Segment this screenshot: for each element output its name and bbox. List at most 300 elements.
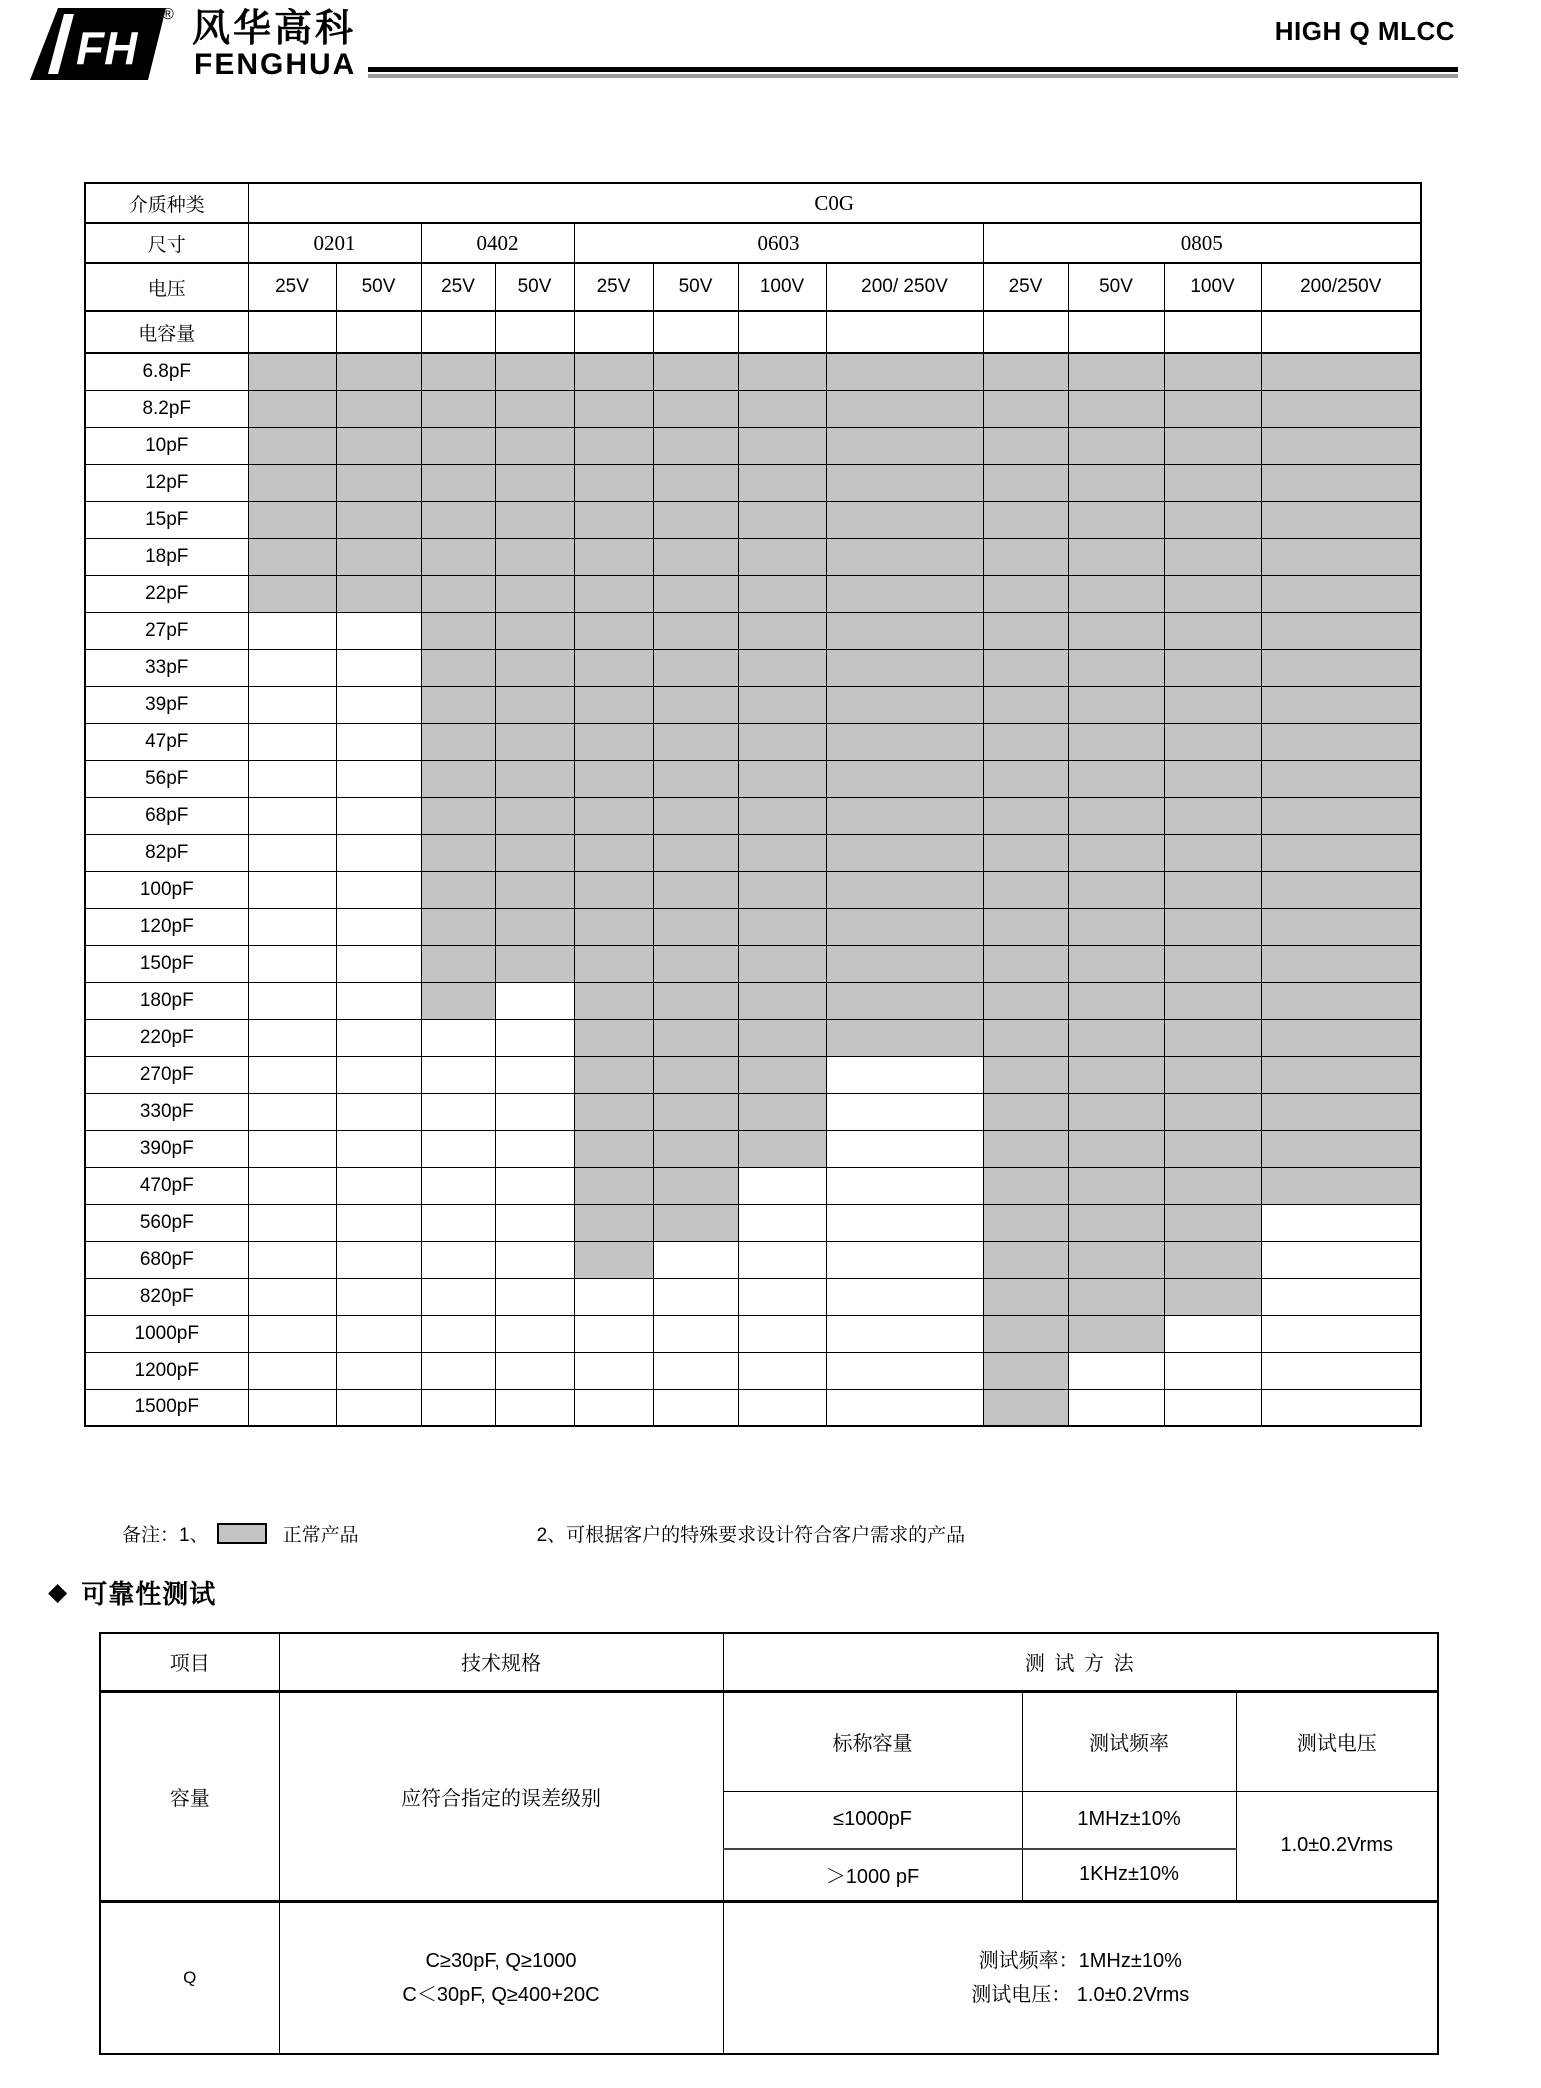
availability-row (85, 427, 1421, 464)
availability-row (85, 686, 1421, 723)
availability-cell (826, 1315, 983, 1352)
availability-cell (1068, 501, 1164, 538)
capacitance-row-label: 56pF (85, 760, 248, 797)
availability-cell (1068, 723, 1164, 760)
capacitance-row-label: 270pF (85, 1056, 248, 1093)
availability-cell (826, 1130, 983, 1167)
brand-name-chinese: 风华高科 (192, 8, 357, 50)
availability-cell (653, 427, 738, 464)
availability-cell (983, 871, 1068, 908)
availability-cell (574, 575, 653, 612)
availability-cell (1068, 982, 1164, 1019)
availability-cell (1164, 686, 1261, 723)
availability-cell (653, 908, 738, 945)
rel-subheader-freq: 测试频率 (1022, 1691, 1236, 1791)
availability-cell (826, 797, 983, 834)
availability-cell (421, 427, 495, 464)
availability-cell (495, 945, 574, 982)
availability-cell (1261, 1241, 1421, 1278)
availability-cell (248, 982, 336, 1019)
capacitance-row-label: 82pF (85, 834, 248, 871)
capacitance-row-label: 27pF (85, 612, 248, 649)
availability-cell (826, 427, 983, 464)
capacitance-row-label: 470pF (85, 1167, 248, 1204)
availability-cell (826, 1278, 983, 1315)
availability-cell (336, 1130, 421, 1167)
availability-cell (983, 723, 1068, 760)
availability-cell (336, 1315, 421, 1352)
voltage-label: 电压 (85, 263, 248, 311)
availability-cell (421, 538, 495, 575)
availability-cell (1164, 1167, 1261, 1204)
availability-cell (248, 686, 336, 723)
availability-cell (1068, 1352, 1164, 1389)
capacitance-row-label: 12pF (85, 464, 248, 501)
capacitance-row-label: 330pF (85, 1093, 248, 1130)
availability-cell (574, 1204, 653, 1241)
availability-cell (1068, 1389, 1164, 1426)
availability-cell (826, 1204, 983, 1241)
availability-cell (248, 1130, 336, 1167)
capacitance-row-label: 820pF (85, 1278, 248, 1315)
availability-cell (826, 1093, 983, 1130)
availability-cell (495, 871, 574, 908)
rel-header-spec: 技术规格 (279, 1633, 723, 1691)
capacitance-row-label: 33pF (85, 649, 248, 686)
availability-cell (1068, 538, 1164, 575)
availability-cell (1261, 834, 1421, 871)
availability-cell (738, 649, 826, 686)
availability-cell (495, 797, 574, 834)
availability-cell (1164, 1019, 1261, 1056)
availability-cell (983, 390, 1068, 427)
availability-cell (421, 575, 495, 612)
availability-cell (336, 723, 421, 760)
availability-cell (983, 834, 1068, 871)
availability-row (85, 871, 1421, 908)
availability-row (85, 945, 1421, 982)
availability-cell (1164, 834, 1261, 871)
availability-cell (983, 1389, 1068, 1426)
availability-cell (653, 538, 738, 575)
availability-cell (574, 1019, 653, 1056)
availability-cell (1068, 1130, 1164, 1167)
availability-cell (248, 612, 336, 649)
availability-cell (421, 1389, 495, 1426)
availability-cell (421, 1204, 495, 1241)
availability-cell (826, 945, 983, 982)
availability-cell (653, 575, 738, 612)
availability-cell (1068, 760, 1164, 797)
availability-cell (826, 908, 983, 945)
availability-cell (738, 797, 826, 834)
availability-cell (1068, 686, 1164, 723)
availability-cell (1164, 1241, 1261, 1278)
availability-cell (336, 834, 421, 871)
availability-row (85, 1389, 1421, 1426)
availability-cell (1068, 1315, 1164, 1352)
availability-cell (653, 834, 738, 871)
availability-cell (248, 1315, 336, 1352)
availability-cell (1261, 797, 1421, 834)
availability-cell (421, 1019, 495, 1056)
availability-cell (1261, 612, 1421, 649)
availability-cell (826, 649, 983, 686)
availability-cell (495, 649, 574, 686)
availability-cell (1261, 501, 1421, 538)
availability-cell (421, 612, 495, 649)
availability-cell (336, 1019, 421, 1056)
rel-test-voltage: 1.0±0.2Vrms (1236, 1791, 1438, 1901)
availability-cell (826, 575, 983, 612)
availability-cell (983, 464, 1068, 501)
availability-cell (1261, 1130, 1421, 1167)
availability-cell (248, 501, 336, 538)
availability-cell (1068, 1204, 1164, 1241)
normal-product-swatch (217, 1523, 267, 1544)
voltage-cell: 200/ 250V (826, 263, 983, 311)
availability-cell (826, 834, 983, 871)
availability-cell (738, 760, 826, 797)
availability-row (85, 1167, 1421, 1204)
availability-cell (421, 1352, 495, 1389)
availability-cell (495, 1204, 574, 1241)
availability-cell (1164, 649, 1261, 686)
capacitance-header-empty-cell (983, 311, 1068, 353)
availability-cell (1261, 982, 1421, 1019)
voltage-cell: 100V (738, 263, 826, 311)
availability-cell (495, 390, 574, 427)
availability-row (85, 797, 1421, 834)
capacitance-row-label: 39pF (85, 686, 248, 723)
availability-cell (653, 1019, 738, 1056)
availability-cell (336, 871, 421, 908)
availability-cell (983, 1278, 1068, 1315)
availability-cell (653, 1130, 738, 1167)
availability-cell (248, 871, 336, 908)
capacitance-row-label: 8.2pF (85, 390, 248, 427)
availability-cell (1164, 797, 1261, 834)
availability-cell (495, 982, 574, 1019)
availability-cell (826, 1352, 983, 1389)
page-title: HIGH Q MLCC (1274, 16, 1455, 46)
availability-cell (983, 760, 1068, 797)
availability-cell (248, 1352, 336, 1389)
availability-cell (495, 834, 574, 871)
availability-cell (653, 1241, 738, 1278)
availability-cell (826, 390, 983, 427)
availability-cell (738, 427, 826, 464)
availability-cell (1261, 1093, 1421, 1130)
rel-spec-capacity: 应符合指定的误差级别 (279, 1691, 723, 1901)
availability-cell (495, 1352, 574, 1389)
availability-cell (248, 464, 336, 501)
availability-cell (653, 1315, 738, 1352)
availability-cell (421, 649, 495, 686)
voltage-cell: 50V (495, 263, 574, 311)
availability-cell (421, 1241, 495, 1278)
availability-cell (1164, 1352, 1261, 1389)
availability-cell (248, 760, 336, 797)
availability-cell (1068, 834, 1164, 871)
availability-cell (738, 1389, 826, 1426)
availability-cell (1164, 1093, 1261, 1130)
availability-cell (421, 945, 495, 982)
dielectric-type-value: C0G (248, 183, 1421, 223)
availability-cell (1164, 945, 1261, 982)
availability-cell (495, 760, 574, 797)
availability-cell (1261, 538, 1421, 575)
availability-row (85, 982, 1421, 1019)
availability-cell (1068, 649, 1164, 686)
availability-row (85, 575, 1421, 612)
availability-cell (1068, 1056, 1164, 1093)
rel-header-method: 测 试 方 法 (723, 1633, 1438, 1691)
availability-cell (574, 945, 653, 982)
availability-cell (495, 1278, 574, 1315)
availability-cell (248, 834, 336, 871)
availability-cell (1164, 612, 1261, 649)
header-rule-gray (368, 74, 1458, 78)
capacitance-header-empty-cell (336, 311, 421, 353)
availability-cell (826, 612, 983, 649)
availability-cell (1068, 1093, 1164, 1130)
availability-cell (653, 649, 738, 686)
availability-cell (653, 1278, 738, 1315)
size-label: 尺寸 (85, 223, 248, 263)
capacitance-header-empty-cell (248, 311, 336, 353)
availability-cell (336, 686, 421, 723)
availability-cell (248, 1019, 336, 1056)
capacitance-row-label: 47pF (85, 723, 248, 760)
availability-cell (336, 575, 421, 612)
availability-cell (336, 1352, 421, 1389)
availability-cell (574, 1130, 653, 1167)
availability-cell (826, 982, 983, 1019)
availability-row (85, 1130, 1421, 1167)
availability-cell (653, 390, 738, 427)
rel-case2-nominal: ＞1000 pF (723, 1849, 1022, 1901)
availability-cell (738, 575, 826, 612)
availability-cell (738, 464, 826, 501)
availability-cell (495, 464, 574, 501)
availability-cell (826, 1241, 983, 1278)
availability-cell (1261, 390, 1421, 427)
availability-cell (1261, 871, 1421, 908)
availability-cell (574, 649, 653, 686)
availability-cell (738, 686, 826, 723)
availability-cell (653, 501, 738, 538)
size-group-cell: 0603 (574, 223, 983, 263)
rel-method-q-line2: 测试电压： 1.0±0.2Vrms (971, 1983, 1190, 2006)
capacitance-header-empty-cell (1164, 311, 1261, 353)
availability-cell (248, 649, 336, 686)
availability-cell (1261, 649, 1421, 686)
availability-cell (738, 538, 826, 575)
availability-cell (738, 1056, 826, 1093)
voltage-cell: 25V (248, 263, 336, 311)
availability-cell (738, 353, 826, 390)
availability-cell (248, 1278, 336, 1315)
availability-cell (738, 390, 826, 427)
availability-cell (1164, 1278, 1261, 1315)
availability-row (85, 1278, 1421, 1315)
availability-cell (495, 1389, 574, 1426)
brand-name-english: FENGHUA (194, 48, 357, 81)
size-group-cell: 0805 (983, 223, 1421, 263)
availability-cell (495, 1167, 574, 1204)
availability-row (85, 649, 1421, 686)
voltage-cell: 200/250V (1261, 263, 1421, 311)
availability-cell (574, 834, 653, 871)
availability-cell (738, 1130, 826, 1167)
availability-cell (738, 871, 826, 908)
availability-cell (495, 1093, 574, 1130)
capacitance-header-empty-cell (421, 311, 495, 353)
availability-cell (1068, 1167, 1164, 1204)
availability-cell (336, 760, 421, 797)
availability-cell (1068, 1019, 1164, 1056)
availability-cell (738, 723, 826, 760)
capacitance-row-label: 10pF (85, 427, 248, 464)
legend-text: 正常产品 (282, 1525, 359, 1546)
availability-cell (983, 908, 1068, 945)
rel-method-q-line1: 测试频率：1MHz±10% (978, 1949, 1182, 1972)
availability-cell (421, 797, 495, 834)
availability-cell (421, 1278, 495, 1315)
availability-cell (983, 1019, 1068, 1056)
capacitance-row-label: 1500pF (85, 1389, 248, 1426)
availability-cell (1261, 1315, 1421, 1352)
availability-cell (1164, 908, 1261, 945)
availability-cell (1261, 1389, 1421, 1426)
availability-row (85, 760, 1421, 797)
capacitance-row-label: 150pF (85, 945, 248, 982)
availability-cell (248, 908, 336, 945)
capacitance-row-label: 15pF (85, 501, 248, 538)
availability-cell (1261, 1352, 1421, 1389)
availability-cell (826, 464, 983, 501)
availability-cell (653, 686, 738, 723)
note-line (122, 1520, 965, 1547)
capacitance-row-label: 68pF (85, 797, 248, 834)
availability-cell (1164, 1056, 1261, 1093)
availability-cell (421, 723, 495, 760)
availability-cell (738, 1167, 826, 1204)
availability-cell (248, 1167, 336, 1204)
availability-cell (421, 1130, 495, 1167)
availability-cell (248, 1389, 336, 1426)
availability-cell (1068, 464, 1164, 501)
availability-cell (826, 1056, 983, 1093)
availability-cell (574, 1241, 653, 1278)
availability-cell (421, 871, 495, 908)
rel-spec-q-line1: C≥30pF, Q≥1000 (425, 1949, 577, 1972)
size-group-cell: 0402 (421, 223, 574, 263)
availability-cell (1164, 390, 1261, 427)
capacitance-row-label: 100pF (85, 871, 248, 908)
availability-cell (1164, 1130, 1261, 1167)
rel-subheader-voltage: 测试电压 (1236, 1691, 1438, 1791)
availability-cell (495, 353, 574, 390)
availability-cell (653, 1093, 738, 1130)
capacitance-row-label: 6.8pF (85, 353, 248, 390)
availability-cell (574, 908, 653, 945)
availability-cell (574, 353, 653, 390)
availability-cell (1164, 575, 1261, 612)
availability-cell (336, 1278, 421, 1315)
availability-cell (1261, 575, 1421, 612)
availability-cell (421, 353, 495, 390)
availability-cell (421, 1056, 495, 1093)
availability-cell (495, 501, 574, 538)
availability-cell (738, 1093, 826, 1130)
availability-cell (983, 649, 1068, 686)
availability-cell (653, 1167, 738, 1204)
availability-cell (983, 1167, 1068, 1204)
availability-cell (336, 1204, 421, 1241)
availability-cell (248, 538, 336, 575)
availability-cell (248, 1204, 336, 1241)
header-rule-black (368, 67, 1458, 72)
availability-row (85, 723, 1421, 760)
availability-cell (983, 686, 1068, 723)
availability-cell (421, 390, 495, 427)
availability-cell (1068, 1278, 1164, 1315)
capacitance-row-label: 560pF (85, 1204, 248, 1241)
availability-cell (574, 686, 653, 723)
availability-cell (421, 908, 495, 945)
availability-cell (1261, 1278, 1421, 1315)
svg-text:FH: FH (76, 22, 138, 74)
availability-cell (1068, 908, 1164, 945)
availability-cell (495, 538, 574, 575)
availability-cell (336, 797, 421, 834)
diamond-bullet-icon: ◆ (48, 1578, 68, 1606)
availability-cell (1164, 982, 1261, 1019)
availability-cell (336, 612, 421, 649)
availability-cell (738, 945, 826, 982)
availability-cell (738, 908, 826, 945)
availability-cell (738, 1204, 826, 1241)
capacitance-row-label: 180pF (85, 982, 248, 1019)
capacitance-header-empty-cell (574, 311, 653, 353)
availability-cell (1068, 427, 1164, 464)
availability-cell (495, 723, 574, 760)
availability-row (85, 1204, 1421, 1241)
capacitance-header-empty-cell (1261, 311, 1421, 353)
dielectric-type-label: 介质种类 (85, 183, 248, 223)
availability-row (85, 353, 1421, 390)
availability-cell (738, 501, 826, 538)
availability-cell (653, 1352, 738, 1389)
availability-cell (983, 612, 1068, 649)
availability-cell (336, 649, 421, 686)
availability-cell (983, 353, 1068, 390)
availability-cell (1068, 575, 1164, 612)
availability-cell (421, 982, 495, 1019)
availability-cell (574, 723, 653, 760)
availability-cell (336, 982, 421, 1019)
registered-trademark-icon: ® (162, 6, 174, 23)
availability-cell (1261, 723, 1421, 760)
availability-row (85, 1019, 1421, 1056)
voltage-cell: 50V (653, 263, 738, 311)
availability-cell (1068, 612, 1164, 649)
availability-cell (421, 464, 495, 501)
reliability-table (99, 1632, 1439, 2055)
availability-cell (336, 1093, 421, 1130)
